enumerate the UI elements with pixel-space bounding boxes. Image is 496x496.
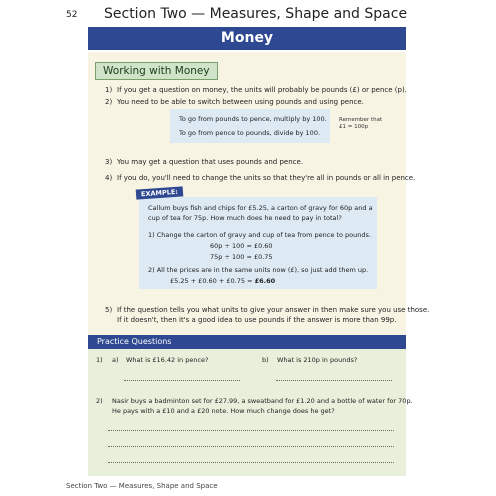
tip-line: To go from pounds to pence, multiply by 100.	[179, 115, 327, 123]
question-part-label: a)	[112, 356, 119, 364]
question-number: 2)	[96, 397, 103, 405]
topic-banner: Money	[88, 27, 406, 50]
question-number: 1)	[96, 356, 103, 364]
tip-line: To go from pence to pounds, divide by 100.	[179, 129, 321, 137]
example-answer: £6.60	[254, 277, 276, 285]
example-calc: 75p ÷ 100 = £0.75	[210, 253, 273, 261]
tip-box	[170, 109, 330, 143]
page: 52 Section Two — Measures, Shape and Space Money Working with Money 1) If you get a question on money, the units will probably be pounds (£) or pence (p). 2) You need to be able to switch between using pounds and using pence. To go from pounds to pence, multiply by 100. To go from pence to pounds, divide by 100. Remember that £1 = 100p 3) You may get a question that uses pounds and pence. 4) If you do, you'll need to change the units so that they're all in pounds or all in pence. EXAMPLE: Callum buys fish and chips for £5.25, a carton of gravy for 60p and a cup of tea for 75p. How much does he need to pay in total? 1) Change the carton of gravy and cup of tea from pence to pounds. 60p ÷ 100 = £0.60 75p ÷ 100 = £0.75 2) All the prices are in the same units now (£), so just add them up. £5.25 + £0.60 + £0.75 = £6.60 5) If the question tells you what units to give your answer in then make sure you use those. If it doesn't, then it's a good idea to use pounds if the answer is more than 99p. Practice Questions 1) a) What is £16.42 in pence? b) What is 210p in pounds? 2) Nasir buys a badminton set for £27.99, a sweatband for £1.20 and a bottle of water for 70p. He pays with a £10 and a £20 note. How much change does he get? Section Two — Measures, Shape and Space	[66, 6, 430, 490]
question-text: He pays with a £10 and a £20 note. How much change does he get?	[112, 407, 335, 415]
example-text: Callum buys fish and chips for £5.25, a carton of gravy for 60p and a	[148, 204, 373, 212]
remember-note: Remember that £1 = 100p	[339, 117, 383, 130]
list-item-text: You need to be able to switch between using pounds and using pence.	[117, 98, 364, 106]
page-number: 52	[66, 10, 78, 20]
example-step: 2) All the prices are in the same units now (£), so just add them up.	[148, 266, 369, 274]
section-heading: Working with Money	[95, 62, 218, 80]
list-item-text: You may get a question that uses pounds and pence.	[117, 158, 304, 166]
practice-heading: Practice Questions	[88, 335, 406, 349]
list-item-text: If you do, you'll need to change the units so that they're all in pounds or all in pence.	[117, 174, 416, 182]
answer-line[interactable]	[108, 446, 394, 447]
question-part-label: b)	[262, 356, 269, 364]
example-step: 1) Change the carton of gravy and cup of tea from pence to pounds.	[148, 231, 371, 239]
answer-line[interactable]	[276, 380, 392, 381]
answer-line[interactable]	[108, 430, 394, 431]
answer-line[interactable]	[108, 462, 394, 463]
answer-line[interactable]	[124, 380, 240, 381]
list-item-text: If it doesn't, then it's a good idea to use pounds if the answer is more than 99p.	[117, 316, 397, 324]
question-text: What is £16.42 in pence?	[126, 356, 209, 364]
list-item-text: If you get a question on money, the units will probably be pounds (£) or pence (p).	[117, 86, 407, 94]
example-calc: 60p ÷ 100 = £0.60	[210, 242, 273, 250]
example-text: cup of tea for 75p. How much does he need to pay in total?	[148, 214, 342, 222]
example-sum: £5.25 + £0.60 + £0.75 = £6.60	[170, 277, 276, 285]
question-text: Nasir buys a badminton set for £27.99, a sweatband for £1.20 and a bottle of water for 70p.	[112, 397, 413, 405]
page-footer: Section Two — Measures, Shape and Space	[66, 482, 218, 490]
example-tab: EXAMPLE:	[136, 186, 183, 199]
question-text: What is 210p in pounds?	[277, 356, 358, 364]
section-title: Section Two — Measures, Shape and Space	[104, 6, 408, 22]
list-item-text: If the question tells you what units to give your answer in then make sure you use those.	[117, 306, 430, 314]
